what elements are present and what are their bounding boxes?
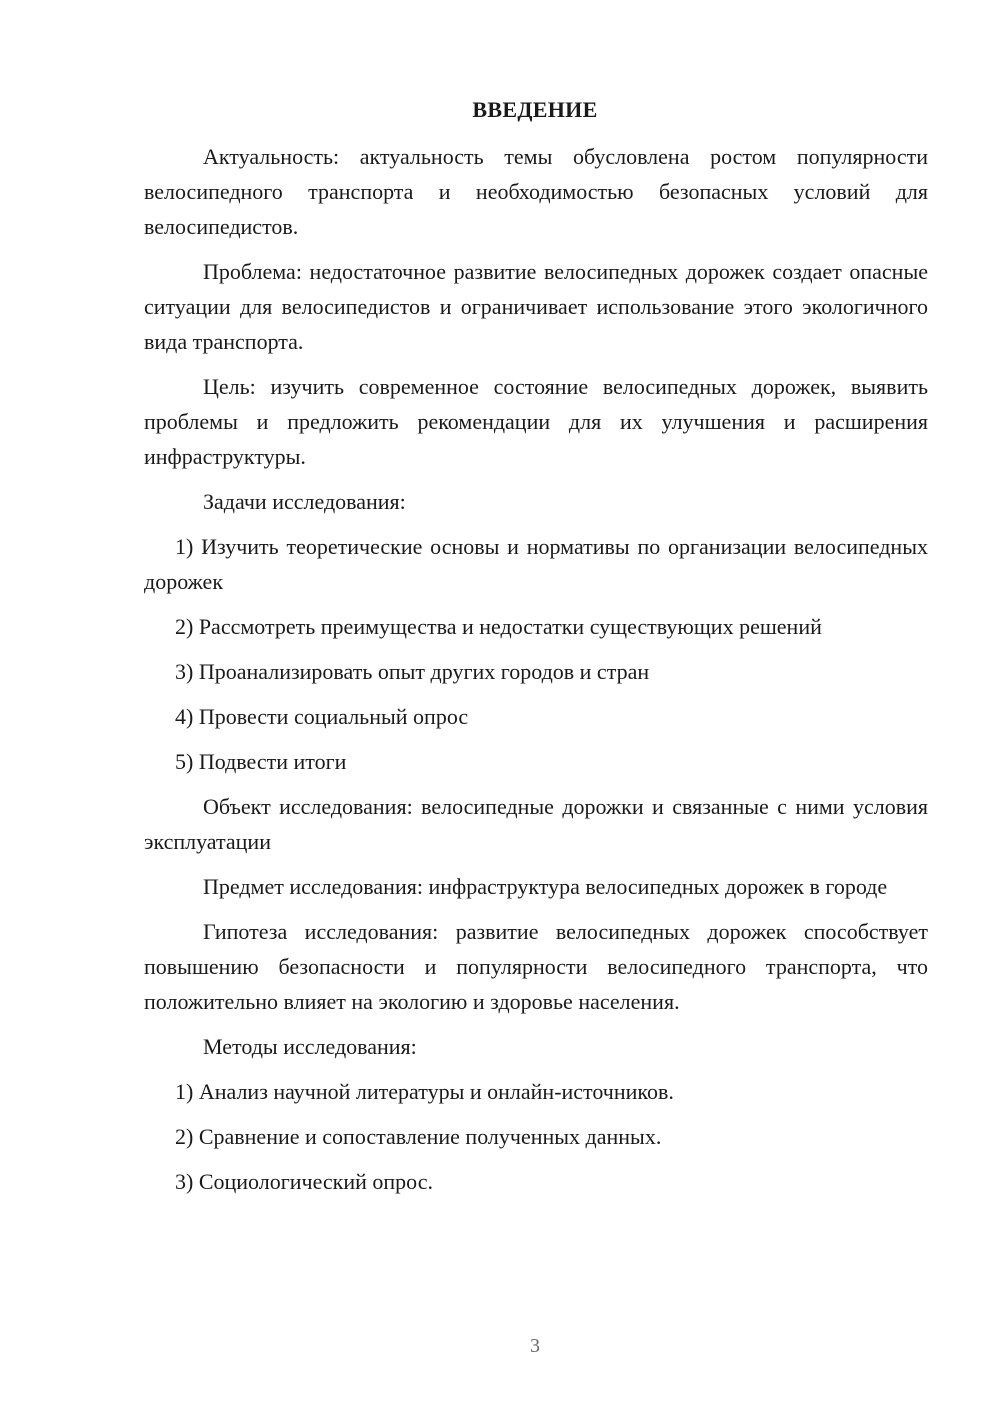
page-title: ВВЕДЕНИЕ — [472, 97, 598, 122]
subject-paragraph: Предмет исследования: инфраструктура велосипедных дорожек в городе — [203, 874, 888, 899]
task-item: 1) Изучить теоретические основы и нормативы по организации велосипедных дорожек — [144, 534, 928, 594]
tasks-heading: Задачи исследования: — [203, 489, 406, 514]
method-item: 1) Анализ научной литературы и онлайн-источников. — [175, 1079, 674, 1104]
object-paragraph: Объект исследования: велосипедные дорожки и связанные с ними условия эксплуатации — [144, 794, 928, 854]
goal-paragraph: Цель: изучить современное состояние велосипедных дорожек, выявить проблемы и предложить рекомендации для их улучшения и расширения инфраструктуры. — [144, 374, 928, 469]
task-item: 3) Проанализировать опыт других городов и стран — [175, 659, 650, 684]
page-number: 3 — [530, 1335, 540, 1357]
task-item: 4) Провести социальный опрос — [175, 704, 469, 729]
task-item: 2) Рассмотреть преимущества и недостатки существующих решений — [175, 614, 822, 639]
page-body — [144, 139, 928, 1209]
relevance-paragraph: Актуальность: актуальность темы обусловлена ростом популярности велосипедного транспорта и необходимостью безопасных условий для велосипедистов. — [144, 144, 928, 239]
hypothesis-paragraph: Гипотеза исследования: развитие велосипедных дорожек способствует повышению безопасности и популярности велосипедного транспорта, что положительно влияет на экологию и здоровье населения. — [144, 919, 928, 1014]
task-item: 5) Подвести итоги — [175, 749, 347, 774]
method-item: 2) Сравнение и сопоставление полученных данных. — [175, 1124, 662, 1149]
method-item: 3) Социологический опрос. — [175, 1169, 433, 1194]
methods-heading: Методы исследования: — [203, 1034, 417, 1059]
problem-paragraph: Проблема: недостаточное развитие велосипедных дорожек создает опасные ситуации для велосипедистов и ограничивает использование этого экологичного вида транспорта. — [144, 259, 928, 354]
